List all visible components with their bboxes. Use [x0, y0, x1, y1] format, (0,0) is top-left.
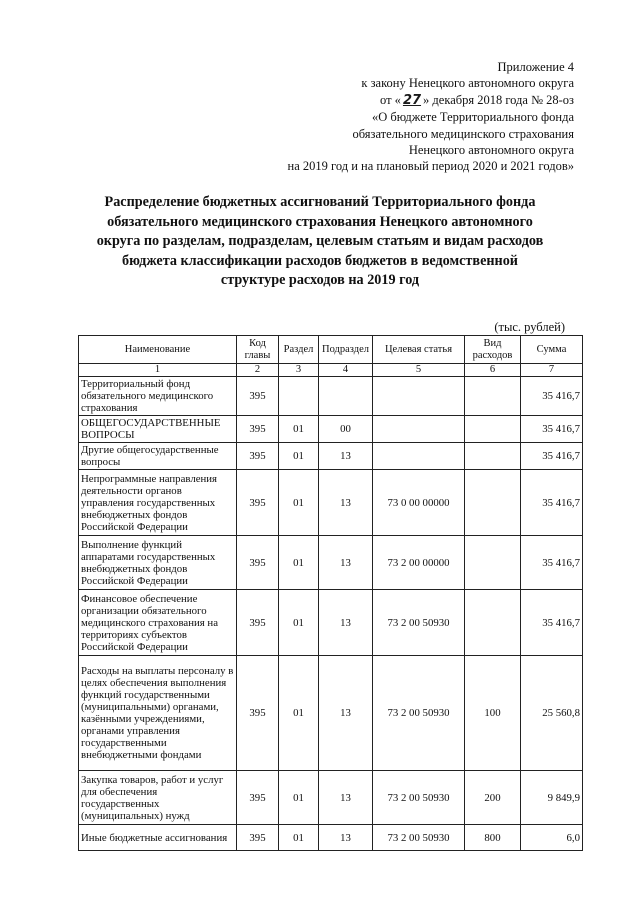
- column-number-row: [79, 364, 583, 377]
- row-target: 73 2 00 50930: [373, 656, 465, 771]
- row-kind: [465, 416, 521, 443]
- column-number: 1: [79, 364, 237, 377]
- row-name: Непрограммные направления деятельности органов управления государственных внебюджетных фондов Российской Федерации: [79, 470, 237, 536]
- row-kind: [465, 536, 521, 590]
- row-subsection: 00: [319, 416, 373, 443]
- row-code: 395: [237, 416, 279, 443]
- header-name: Наименование: [79, 336, 237, 364]
- header-kind: Вид расходов: [465, 336, 521, 364]
- column-number: 6: [465, 364, 521, 377]
- row-name: Территориальный фонд обязательного медицинского страхования: [79, 377, 237, 416]
- row-subsection: 13: [319, 470, 373, 536]
- row-sum: 35 416,7: [521, 470, 583, 536]
- row-name: Выполнение функций аппаратами государственных внебюджетных фондов Российской Федерации: [79, 536, 237, 590]
- document-title: [60, 193, 580, 291]
- header-subsection: Подраздел: [319, 336, 373, 364]
- row-sum: 35 416,7: [521, 536, 583, 590]
- row-section: [279, 377, 319, 416]
- appendix-law-title-4: на 2019 год и на плановый период 2020 и 2021 годов»: [287, 159, 574, 174]
- row-section: 01: [279, 825, 319, 851]
- row-subsection: 13: [319, 656, 373, 771]
- row-section: 01: [279, 416, 319, 443]
- row-kind: 100: [465, 656, 521, 771]
- row-code: 395: [237, 771, 279, 825]
- table-row: [79, 443, 583, 470]
- row-target: 73 2 00 00000: [373, 536, 465, 590]
- appendix-law-title-2: обязательного медицинского страхования: [352, 126, 574, 141]
- title-line-3: округа по разделам, подразделам, целевым статьям и видам расходов: [96, 233, 544, 250]
- row-sum: 35 416,7: [521, 590, 583, 656]
- table-row: [79, 416, 583, 443]
- row-subsection: 13: [319, 443, 373, 470]
- row-code: 395: [237, 536, 279, 590]
- row-subsection: 13: [319, 771, 373, 825]
- budget-table: [78, 335, 583, 851]
- row-target: 73 0 00 00000: [373, 470, 465, 536]
- column-number: 3: [279, 364, 319, 377]
- table-row: [79, 470, 583, 536]
- table-row: [79, 536, 583, 590]
- row-code: 395: [237, 470, 279, 536]
- row-code: 395: [237, 590, 279, 656]
- table-row: [79, 825, 583, 851]
- row-kind: [465, 377, 521, 416]
- title-line-4: бюджета классификации расходов бюджетов в ведомственной: [122, 252, 518, 269]
- table-row: [79, 771, 583, 825]
- row-kind: [465, 470, 521, 536]
- row-sum: 9 849,9: [521, 771, 583, 825]
- appendix-number: Приложение 4: [497, 60, 574, 74]
- header-section: Раздел: [279, 336, 319, 364]
- row-subsection: 13: [319, 590, 373, 656]
- row-name: Закупка товаров, работ и услуг для обеспечения государственных (муниципальных) нужд: [79, 771, 237, 825]
- appendix-header: [288, 59, 574, 175]
- header-code: Код главы: [237, 336, 279, 364]
- header-target: Целевая статья: [373, 336, 465, 364]
- appendix-law-title-3: Ненецкого автономного округа: [408, 143, 574, 158]
- row-target: [373, 416, 465, 443]
- title-line-1: Распределение бюджетных ассигнований Территориального фонда: [104, 194, 536, 210]
- row-subsection: 13: [319, 825, 373, 851]
- row-code: 395: [237, 377, 279, 416]
- row-target: 73 2 00 50930: [373, 590, 465, 656]
- row-subsection: 13: [319, 536, 373, 590]
- row-name: Другие общегосударственные вопросы: [79, 443, 237, 470]
- row-sum: 25 560,8: [521, 656, 583, 771]
- row-code: 395: [237, 443, 279, 470]
- row-target: [373, 377, 465, 416]
- title-line-2: обязательного медицинского страхования Ненецкого автономного: [107, 213, 533, 230]
- column-number: 5: [373, 364, 465, 377]
- row-name: Финансовое обеспечение организации обязательного медицинского страхования на территориях субъектов Российской Федерации: [79, 590, 237, 656]
- row-code: 395: [237, 656, 279, 771]
- row-target: 73 2 00 50930: [373, 825, 465, 851]
- header-sum: Сумма: [521, 336, 583, 364]
- row-kind: [465, 590, 521, 656]
- appendix-law-title-1: «О бюджете Территориального фонда: [371, 110, 574, 125]
- table-row: [79, 377, 583, 416]
- appendix-law-date: [288, 92, 574, 109]
- row-section: 01: [279, 656, 319, 771]
- row-target: 73 2 00 50930: [373, 771, 465, 825]
- row-sum: 35 416,7: [521, 377, 583, 416]
- row-sum: 35 416,7: [521, 443, 583, 470]
- row-section: 01: [279, 590, 319, 656]
- row-section: 01: [279, 470, 319, 536]
- title-line-5: структуре расходов на 2019 год: [220, 272, 420, 289]
- row-section: 01: [279, 536, 319, 590]
- row-name: Расходы на выплаты персоналу в целях обеспечения выполнения функций государственными (муниципальными) органами, казёнными учреждениями, органами управления государственными внебюджетными фондами: [79, 656, 237, 771]
- row-name: Иные бюджетные ассигнования: [79, 825, 237, 851]
- column-number: 7: [521, 364, 583, 377]
- table-row: [79, 656, 583, 771]
- row-code: 395: [237, 825, 279, 851]
- column-number: 2: [237, 364, 279, 377]
- row-section: 01: [279, 443, 319, 470]
- column-number: 4: [319, 364, 373, 377]
- row-name: ОБЩЕГОСУДАРСТВЕННЫЕ ВОПРОСЫ: [79, 416, 237, 443]
- table-row: [79, 590, 583, 656]
- row-kind: 800: [465, 825, 521, 851]
- date-prefix: от «: [380, 92, 401, 107]
- units-label: (тыс. рублей): [494, 320, 565, 334]
- date-suffix: » декабря 2018 года № 28-оз: [423, 92, 574, 107]
- row-section: 01: [279, 771, 319, 825]
- row-kind: 200: [465, 771, 521, 825]
- table-header-row: [79, 336, 583, 364]
- row-sum: 6,0: [521, 825, 583, 851]
- appendix-law-reference: к закону Ненецкого автономного округа: [361, 76, 574, 91]
- row-target: [373, 443, 465, 470]
- row-subsection: [319, 377, 373, 416]
- handwritten-day: 27: [402, 92, 422, 108]
- row-sum: 35 416,7: [521, 416, 583, 443]
- row-kind: [465, 443, 521, 470]
